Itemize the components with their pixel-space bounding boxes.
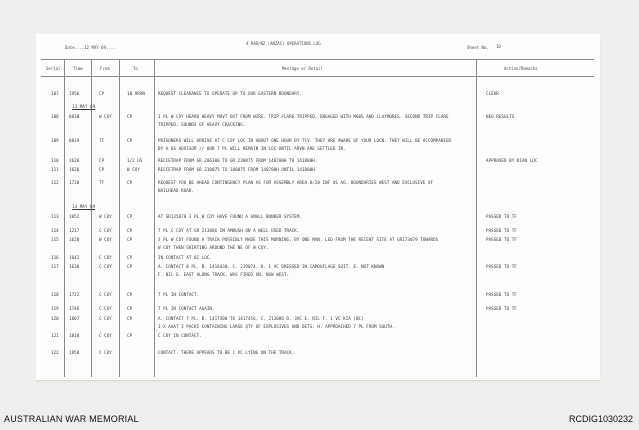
- log-date-heading: 13 MAY 69: [72, 104, 96, 109]
- col-header-from: From: [100, 66, 110, 71]
- message-cell: 3 PL W COY FOUND A TRACK POSSIBLY MADE THIS MORNING, BY ONE MAN. LED FROM THE RECENT SITE AT GR173079 TOWARDS: [158, 237, 439, 242]
- column-divider: [154, 59, 155, 377]
- message-cell: W COY THEN SKIRTING AROUND THE NE OF W COY.: [158, 245, 269, 250]
- message-cell: REQUEST CLEARANCE TO OPERATE UP TO OUR EASTERN BOUNDARY.: [158, 91, 302, 96]
- serial-cell: 115: [51, 237, 59, 242]
- to-cell: CP: [127, 214, 133, 219]
- col-header-to: To: [133, 66, 138, 71]
- to-cell: CP: [127, 180, 133, 185]
- message-cell: RECCETRAP FROM GR 230075 TO 180075 FROM 140700H UNTIL 141800H: [158, 167, 315, 172]
- date-label: Date....12 MAY 69....: [65, 45, 116, 50]
- action-cell: APPROVED BY DIAN LOC: [486, 158, 538, 163]
- action-cell: PASSED TO TF: [486, 292, 517, 297]
- message-cell: TRIPPED, SOUNDS OF HEAVY CRACKING.: [158, 122, 246, 127]
- time-cell: 1642: [69, 255, 80, 260]
- message-cell: C COY IN CONTACT.: [158, 333, 202, 338]
- to-cell: 10 ARVN: [127, 91, 145, 96]
- time-cell: 1850: [69, 350, 80, 355]
- serial-cell: 114: [51, 228, 59, 233]
- to-cell: 1/2 US: [127, 158, 143, 163]
- to-cell: CP: [127, 316, 133, 321]
- message-cell: PRISONERS WILL ARRIVE AT C COY LOC IN ABOUT ONE HOUR BY TCV. THEY ARE AWARE OF YOUR LOCN. THEY WILL BE ACCOMPANIED: [158, 138, 452, 143]
- archive-reference: RCDIG1030232: [568, 414, 633, 424]
- time-cell: 1630: [69, 264, 80, 269]
- action-cell: PASSED TO TF: [486, 264, 517, 269]
- log-date-heading: 14 MAY 69: [72, 204, 96, 209]
- serial-cell: 116: [51, 255, 59, 260]
- to-cell: CP: [127, 264, 133, 269]
- col-header-action: Action/Remarks: [504, 66, 538, 71]
- time-cell: 0830: [69, 114, 80, 119]
- serial-cell: 107: [51, 91, 59, 96]
- time-cell: 1620: [69, 167, 80, 172]
- serial-cell: 117: [51, 264, 59, 269]
- from-cell: C COY: [99, 292, 112, 297]
- to-cell: CP: [127, 255, 133, 260]
- time-cell: 1818: [69, 333, 80, 338]
- serial-cell: 121: [51, 333, 59, 338]
- from-cell: C COY: [99, 316, 112, 321]
- time-cell: 1217: [69, 228, 80, 233]
- message-cell: I X AAAT 3 PACKS CONTAINING LARGE QTY OF EXPLOSIVES AND DETS. H. APPROACHED 7 PL FROM SOUTH.: [158, 324, 395, 329]
- action-cell: NEG RESULTS: [486, 114, 515, 119]
- archive-credit: AUSTRALIAN WAR MEMORIAL: [4, 414, 139, 424]
- from-cell: W COY: [99, 114, 112, 119]
- serial-cell: 111: [51, 167, 59, 172]
- header-bottom-rule: [41, 76, 594, 77]
- sheet-number: 10: [496, 44, 501, 49]
- from-cell: W COY: [99, 214, 112, 219]
- from-cell: CP: [99, 167, 105, 172]
- serial-cell: 120: [51, 316, 59, 321]
- from-cell: TF: [99, 138, 105, 143]
- from-cell: W COY: [99, 237, 112, 242]
- message-cell: 1 PL W COY HEARD HEAVY MOVT OUT FROM WIRE. TRIP FLARE TRIPPED, ENGAGED WITH M60S AND CLAYMORES. SECOND TRIP FLARE: [158, 114, 449, 119]
- from-cell: CP: [99, 91, 105, 96]
- to-cell: CP: [127, 306, 133, 311]
- col-header-serial: Serial: [46, 66, 61, 71]
- page-title: 4 RAR/NZ (ANZAC) OPERATIONS LOG: [246, 41, 321, 46]
- time-cell: 1722: [69, 292, 80, 297]
- serial-cell: 118: [51, 292, 59, 297]
- time-cell: 1720: [69, 180, 80, 185]
- time-cell: 0819: [69, 138, 80, 143]
- message-cell: A. CONTACT 7 PL. B. 1417300 TO 1417456. C. 213086 D. 3VC E. NIL F. 1 VC KIA (BC): [158, 316, 364, 321]
- serial-cell: 119: [51, 306, 59, 311]
- column-divider: [476, 59, 477, 377]
- message-cell: BY A US ADVISOR // OUR 7 PL WILL REMAIN IN LOC UNTIL ARVN ARE SETTLED IN.: [158, 146, 346, 151]
- serial-cell: 108: [51, 114, 59, 119]
- from-cell: CP: [99, 158, 105, 163]
- message-cell: REQUEST YOU BE AHEAD CONTINGENCY PLAN AS FOR ASSEMBLY AREA 8/28 INF US AO. BOUNDARIES WEST AND EXCLUSIVE OF: [158, 180, 434, 185]
- action-cell: PASSED TO TF: [486, 237, 517, 242]
- action-cell: CLEAR: [486, 91, 499, 96]
- message-cell: NAILHEAD ROAD.: [158, 188, 194, 193]
- column-divider: [64, 59, 65, 377]
- time-cell: 1052: [69, 214, 80, 219]
- time-cell: 1746: [69, 306, 80, 311]
- message-cell: AT GR135078 3 PL W COY HAVE FOUND A SMALL BUNKER SYSTEM.: [158, 214, 302, 219]
- col-header-time: Time: [73, 66, 83, 71]
- message-cell: 7 PL IN CONTACT AGAIN.: [158, 306, 215, 311]
- log-sheet: [36, 34, 600, 381]
- time-cell: 1807: [69, 316, 80, 321]
- to-cell: W COY: [127, 167, 140, 172]
- message-cell: 7 PL IN CONTACT.: [158, 292, 200, 297]
- action-cell: PASSED TO TF: [486, 306, 517, 311]
- col-header-message: Message or Detail: [282, 66, 323, 71]
- action-cell: PASSED TO TF: [486, 214, 517, 219]
- to-cell: CP: [127, 228, 133, 233]
- to-cell: CP: [127, 114, 133, 119]
- serial-cell: 109: [51, 138, 59, 143]
- from-cell: C COY: [99, 228, 112, 233]
- sheet-label: Sheet No.: [467, 45, 489, 50]
- from-cell: C COY: [99, 333, 112, 338]
- serial-cell: 110: [51, 158, 59, 163]
- time-cell: 1620: [69, 237, 80, 242]
- time-cell: 1956: [69, 91, 80, 96]
- to-cell: CP: [127, 138, 133, 143]
- from-cell: C COY: [99, 264, 112, 269]
- from-cell: C COY: [99, 350, 112, 355]
- from-cell: C COY: [99, 306, 112, 311]
- to-cell: CP: [127, 333, 133, 338]
- message-cell: CONTACT. THERE APPEARS TO BE 1 VC LYING ON THE TRACK.: [158, 350, 295, 355]
- column-divider: [119, 59, 120, 377]
- to-cell: CP: [127, 292, 133, 297]
- time-cell: 1620: [69, 158, 80, 163]
- message-cell: IN CONTACT AT 8I LOC.: [158, 255, 212, 260]
- serial-cell: 122: [51, 350, 59, 355]
- message-cell: 7 PL C COY AT GR 213086 IN AMBUSH ON A WELL USED TRACK.: [158, 228, 300, 233]
- to-cell: CP: [127, 237, 133, 242]
- from-cell: C COY: [99, 255, 112, 260]
- message-cell: A. CONTACT 8 PL. B. 1416430. C. 219074. D. 1 VC DRESSED IN CAMOUFLAGE SUIT. E. NOT KNOWN: [158, 264, 385, 269]
- message-cell: F. NIL G. EAST ALONG TRACK, WAS FIRED ON, NOW WEST.: [158, 272, 290, 277]
- from-cell: TF: [99, 180, 105, 185]
- serial-cell: 112: [51, 180, 59, 185]
- serial-cell: 113: [51, 214, 59, 219]
- message-cell: RECCETRAP FROM GR 206300 TO GR 230075 FROM 140700H TO 141800H.: [158, 158, 318, 163]
- action-cell: PASSED TO TF: [486, 228, 517, 233]
- table-top-rule: [41, 59, 594, 60]
